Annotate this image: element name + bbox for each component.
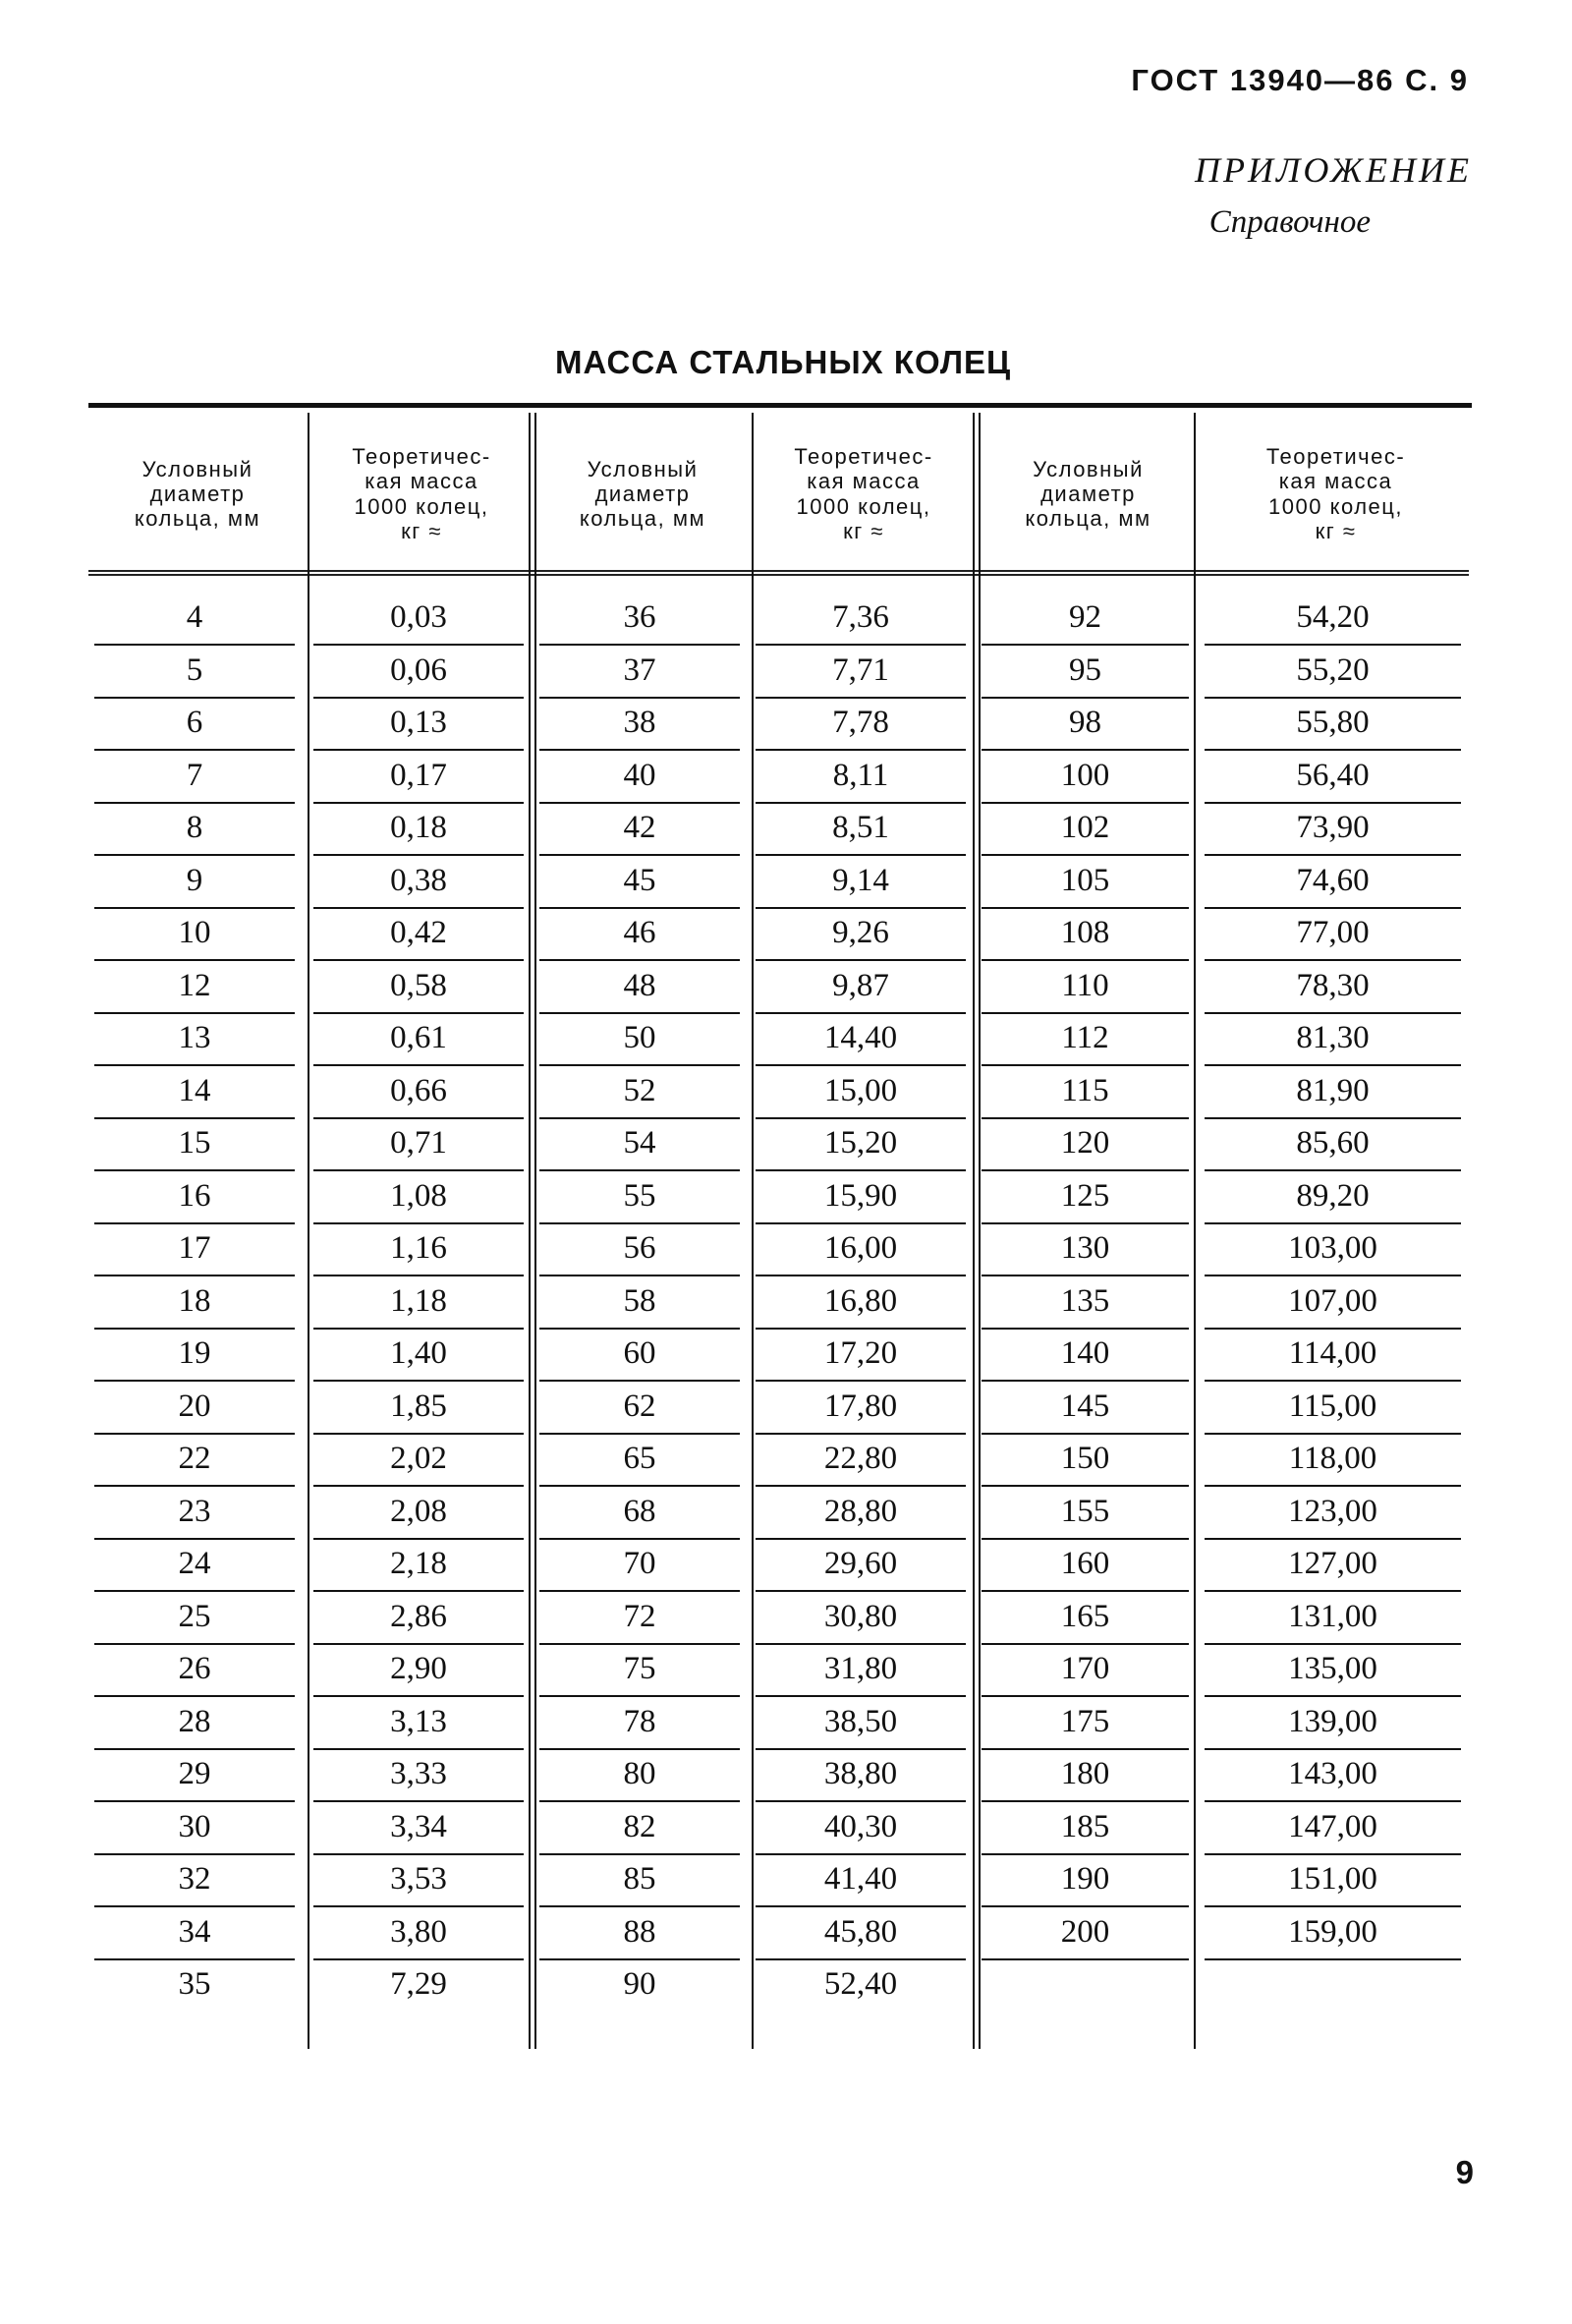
diameter-cell: 88	[539, 1906, 740, 1960]
header-line: Теоретичес-	[352, 443, 491, 469]
header-line: кг ≈	[1315, 518, 1357, 543]
header-mass	[1201, 423, 1471, 565]
mass-cell: 9,26	[756, 907, 966, 961]
mass-cell: 115,00	[1205, 1381, 1461, 1435]
mass-cell: 147,00	[1205, 1801, 1461, 1855]
diameter-cell: 50	[539, 1012, 740, 1066]
diameter-cell: 35	[178, 1966, 211, 2002]
mass-cell: 139,00	[1205, 1696, 1461, 1750]
diameter-cell: 68	[539, 1486, 740, 1540]
diameter-cell: 45	[539, 855, 740, 909]
mass-cell: 7,71	[756, 645, 966, 699]
header-mass	[309, 423, 533, 565]
header-line: Условный	[587, 456, 699, 482]
mass-cell: 77,00	[1205, 907, 1461, 961]
mass-cell: 3,53	[313, 1853, 524, 1907]
mass-cell: 1,16	[313, 1222, 524, 1276]
diameter-cell: 185	[982, 1801, 1189, 1855]
diameter-cell: 150	[982, 1433, 1189, 1487]
diameter-cell: 70	[539, 1538, 740, 1592]
diameter-cell: 75	[539, 1643, 740, 1697]
diameter-cell: 22	[94, 1433, 295, 1487]
diameter-cell: 65	[539, 1433, 740, 1487]
diameter-cell: 72	[539, 1591, 740, 1645]
mass-cell: 123,00	[1205, 1486, 1461, 1540]
diameter-cell: 160	[982, 1538, 1189, 1592]
diameter-cell: 26	[94, 1643, 295, 1697]
mass-cell: 0,61	[313, 1012, 524, 1066]
diameter-cell: 46	[539, 907, 740, 961]
diameter-cell: 6	[94, 697, 295, 751]
diameter-cell: 37	[539, 645, 740, 699]
diameter-cell: 12	[94, 960, 295, 1014]
mass-cell: 2,18	[313, 1538, 524, 1592]
diameter-cell: 175	[982, 1696, 1189, 1750]
diameter-cell: 14	[94, 1065, 295, 1119]
running-header: ГОСТ 13940—86 С. 9	[1131, 63, 1469, 97]
diameter-cell: 55	[539, 1170, 740, 1224]
diameter-cell: 108	[982, 907, 1189, 961]
mass-cell: 2,86	[313, 1591, 524, 1645]
header-line: кая масса	[1278, 469, 1393, 494]
mass-cell: 8,11	[756, 750, 966, 804]
mass-cell: 0,42	[313, 907, 524, 961]
mass-cell: 127,00	[1205, 1538, 1461, 1592]
column-divider	[308, 413, 309, 2049]
mass-cell: 7,78	[756, 697, 966, 751]
diameter-cell: 90	[623, 1966, 656, 2002]
mass-cell: 73,90	[1205, 802, 1461, 856]
mass-cell: 143,00	[1205, 1748, 1461, 1802]
diameter-cell: 56	[539, 1222, 740, 1276]
header-line: кая масса	[807, 469, 921, 494]
diameter-cell: 54	[539, 1117, 740, 1171]
diameter-cell: 28	[94, 1696, 295, 1750]
header-line: кольца, мм	[579, 506, 706, 532]
column-divider	[1194, 413, 1196, 2049]
mass-cell: 0,58	[313, 960, 524, 1014]
mass-cell: 81,90	[1205, 1065, 1461, 1119]
diameter-cell: 17	[94, 1222, 295, 1276]
mass-cell: 135,00	[1205, 1643, 1461, 1697]
diameter-cell: 190	[982, 1853, 1189, 1907]
diameter-cell: 13	[94, 1012, 295, 1066]
diameter-cell: 29	[94, 1748, 295, 1802]
mass-cell: 52,40	[823, 1966, 898, 2002]
table-top-rule	[88, 403, 1472, 408]
table-title: МАССА СТАЛЬНЫХ КОЛЕЦ	[555, 344, 1012, 380]
diameter-cell: 52	[539, 1065, 740, 1119]
mass-cell: 7,36	[756, 592, 966, 646]
mass-cell: 2,08	[313, 1486, 524, 1540]
header-line: диаметр	[1040, 481, 1136, 506]
diameter-cell: 85	[539, 1853, 740, 1907]
diameter-cell: 130	[982, 1222, 1189, 1276]
diameter-cell: 155	[982, 1486, 1189, 1540]
mass-cell: 0,03	[313, 592, 524, 646]
diameter-cell: 15	[94, 1117, 295, 1171]
diameter-cell: 18	[94, 1275, 295, 1330]
diameter-cell: 9	[94, 855, 295, 909]
mass-cell: 17,80	[756, 1381, 966, 1435]
header-diameter	[90, 423, 305, 565]
mass-cell: 1,40	[313, 1328, 524, 1382]
diameter-cell: 58	[539, 1275, 740, 1330]
mass-cell: 2,90	[313, 1643, 524, 1697]
header-line: диаметр	[594, 481, 691, 506]
mass-cell: 15,00	[756, 1065, 966, 1119]
mass-cell: 89,20	[1205, 1170, 1461, 1224]
header-diameter	[978, 423, 1199, 565]
mass-cell: 17,20	[756, 1328, 966, 1382]
diameter-cell: 32	[94, 1853, 295, 1907]
mass-cell: 81,30	[1205, 1012, 1461, 1066]
diameter-cell: 115	[982, 1065, 1189, 1119]
diameter-cell: 140	[982, 1328, 1189, 1382]
diameter-cell: 23	[94, 1486, 295, 1540]
diameter-cell: 38	[539, 697, 740, 751]
header-line: кая масса	[365, 469, 478, 494]
mass-cell: 0,06	[313, 645, 524, 699]
mass-cell: 0,71	[313, 1117, 524, 1171]
header-line: кг ≈	[401, 518, 442, 543]
mass-cell: 41,40	[756, 1853, 966, 1907]
column-divider	[752, 413, 754, 2049]
mass-cell: 15,20	[756, 1117, 966, 1171]
diameter-cell: 120	[982, 1117, 1189, 1171]
diameter-cell: 100	[982, 750, 1189, 804]
diameter-cell: 200	[982, 1906, 1189, 1960]
diameter-cell: 102	[982, 802, 1189, 856]
diameter-cell: 80	[539, 1748, 740, 1802]
mass-cell: 3,34	[313, 1801, 524, 1855]
diameter-cell: 78	[539, 1696, 740, 1750]
mass-cell: 0,17	[313, 750, 524, 804]
header-line: 1000 колец,	[354, 493, 489, 519]
mass-cell: 118,00	[1205, 1433, 1461, 1487]
mass-cell: 107,00	[1205, 1275, 1461, 1330]
mass-cell: 1,85	[313, 1381, 524, 1435]
mass-cell: 55,20	[1205, 645, 1461, 699]
mass-cell: 8,51	[756, 802, 966, 856]
header-line: 1000 колец,	[1268, 493, 1403, 519]
mass-cell: 0,38	[313, 855, 524, 909]
mass-cell: 7,29	[390, 1966, 447, 2002]
header-line: кольца, мм	[1025, 506, 1151, 532]
table-header-rule	[88, 570, 1469, 576]
header-line: Теоретичес-	[794, 443, 933, 469]
appendix-subtitle: Справочное	[1208, 204, 1371, 240]
mass-cell: 2,02	[313, 1433, 524, 1487]
diameter-cell: 20	[94, 1381, 295, 1435]
header-line: 1000 колец,	[796, 493, 931, 519]
diameter-cell: 125	[982, 1170, 1189, 1224]
diameter-cell: 42	[539, 802, 740, 856]
diameter-cell: 5	[94, 645, 295, 699]
diameter-cell: 7	[94, 750, 295, 804]
mass-cell: 9,14	[756, 855, 966, 909]
mass-cell: 30,80	[756, 1591, 966, 1645]
mass-cell: 38,80	[756, 1748, 966, 1802]
diameter-cell: 135	[982, 1275, 1189, 1330]
mass-cell: 14,40	[756, 1012, 966, 1066]
mass-cell: 3,13	[313, 1696, 524, 1750]
mass-cell: 22,80	[756, 1433, 966, 1487]
mass-cell: 28,80	[756, 1486, 966, 1540]
header-line: Условный	[1033, 456, 1144, 482]
diameter-cell: 95	[982, 645, 1189, 699]
column-divider	[973, 413, 981, 2049]
mass-cell: 159,00	[1205, 1906, 1461, 1960]
header-line: кг ≈	[843, 518, 884, 543]
page-number: 9	[1455, 2154, 1474, 2190]
diameter-cell: 180	[982, 1748, 1189, 1802]
mass-cell: 55,80	[1205, 697, 1461, 751]
mass-cell: 31,80	[756, 1643, 966, 1697]
header-line: Теоретичес-	[1265, 443, 1406, 469]
mass-cell: 16,00	[756, 1222, 966, 1276]
diameter-cell: 24	[94, 1538, 295, 1592]
mass-cell: 40,30	[756, 1801, 966, 1855]
header-mass	[752, 423, 976, 565]
header-diameter	[535, 423, 750, 565]
diameter-cell: 16	[94, 1170, 295, 1224]
column-divider	[529, 413, 536, 2049]
appendix-title: ПРИЛОЖЕНИЕ	[1195, 150, 1472, 190]
mass-cell: 0,13	[313, 697, 524, 751]
mass-cell: 74,60	[1205, 855, 1461, 909]
mass-cell: 29,60	[756, 1538, 966, 1592]
mass-cell: 45,80	[756, 1906, 966, 1960]
mass-cell: 38,50	[756, 1696, 966, 1750]
diameter-cell: 8	[94, 802, 295, 856]
mass-cell: 103,00	[1205, 1222, 1461, 1276]
diameter-cell: 36	[539, 592, 740, 646]
diameter-cell: 40	[539, 750, 740, 804]
diameter-cell: 34	[94, 1906, 295, 1960]
diameter-cell: 30	[94, 1801, 295, 1855]
diameter-cell: 165	[982, 1591, 1189, 1645]
diameter-cell: 25	[94, 1591, 295, 1645]
mass-cell: 16,80	[756, 1275, 966, 1330]
diameter-cell: 170	[982, 1643, 1189, 1697]
diameter-cell: 105	[982, 855, 1189, 909]
diameter-cell: 145	[982, 1381, 1189, 1435]
mass-cell: 0,66	[313, 1065, 524, 1119]
diameter-cell: 92	[982, 592, 1189, 646]
mass-cell: 151,00	[1205, 1853, 1461, 1907]
mass-cell: 3,80	[313, 1906, 524, 1960]
diameter-cell: 19	[94, 1328, 295, 1382]
mass-cell: 1,18	[313, 1275, 524, 1330]
mass-cell: 85,60	[1205, 1117, 1461, 1171]
diameter-cell: 10	[94, 907, 295, 961]
diameter-cell: 60	[539, 1328, 740, 1382]
diameter-cell: 82	[539, 1801, 740, 1855]
mass-cell: 9,87	[756, 960, 966, 1014]
mass-cell: 131,00	[1205, 1591, 1461, 1645]
diameter-cell: 48	[539, 960, 740, 1014]
header-line: Условный	[141, 456, 253, 482]
mass-cell: 54,20	[1205, 592, 1461, 646]
mass-cell: 56,40	[1205, 750, 1461, 804]
diameter-cell: 112	[982, 1012, 1189, 1066]
diameter-cell: 98	[982, 697, 1189, 751]
mass-cell: 78,30	[1205, 960, 1461, 1014]
mass-cell: 0,18	[313, 802, 524, 856]
header-line: кольца, мм	[134, 506, 261, 532]
diameter-cell: 110	[982, 960, 1189, 1014]
diameter-cell: 62	[539, 1381, 740, 1435]
mass-cell: 114,00	[1205, 1328, 1461, 1382]
mass-cell: 1,08	[313, 1170, 524, 1224]
diameter-cell: 4	[94, 592, 295, 646]
header-line: диаметр	[149, 481, 246, 506]
mass-cell: 3,33	[313, 1748, 524, 1802]
mass-cell: 15,90	[756, 1170, 966, 1224]
